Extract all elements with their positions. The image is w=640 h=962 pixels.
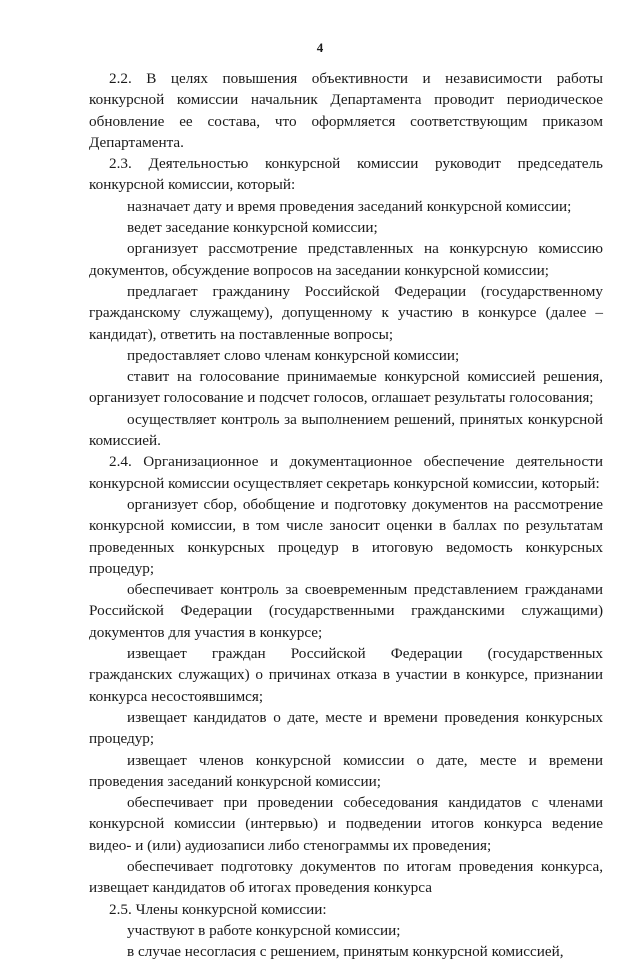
secretary-duty: извещает кандидатов о дате, месте и времени проведения конкурсных процедур; — [89, 708, 603, 748]
secretary-duty: извещает граждан Российской Федерации (государственных гражданских служащих) о причинах отказа в участии в конкурсе, признании конкурса несостоявшимся; — [89, 645, 603, 705]
secretary-duty: обеспечивает подготовку документов по итогам проведения конкурса, извещает кандидатов об итогах проведения конкурса — [89, 857, 603, 897]
secretary-duty: организует сбор, обобщение и подготовку документов на рассмотрение конкурсной комиссии, в том числе заносит оценки в баллах по результатам проведенных конкурсных процедур в итоговую ведомость конкурсных процедур; — [89, 495, 603, 577]
document-body — [89, 68, 603, 962]
member-duty: участвуют в работе конкурсной комиссии; — [127, 921, 401, 939]
secretary-duty: извещает членов конкурсной комиссии о дате, месте и времени проведения заседаний конкурсной комиссии; — [89, 751, 603, 790]
paragraph-2-3: 2.3. Деятельностью конкурсной комиссии руководит председатель конкурсной комиссии, который: — [89, 155, 603, 194]
chairman-duty: назначает дату и время проведения заседаний конкурсной комиссии; — [127, 197, 572, 215]
chairman-duty: предоставляет слово членам конкурсной комиссии; — [127, 346, 460, 364]
chairman-duty: осуществляет контроль за выполнением решений, принятых конкурсной комиссией. — [89, 410, 603, 450]
chairman-duty: ведет заседание конкурсной комиссии; — [127, 219, 378, 237]
paragraph-2-4: 2.4. Организационное и документационное обеспечение деятельности конкурсной комиссии осуществляет секретарь конкурсной комиссии, который: — [89, 453, 603, 492]
secretary-duty: обеспечивает контроль за своевременным представлением гражданами Российской Федерации (государственными гражданскими служащими) документов для участия в конкурсе; — [89, 581, 603, 641]
page-number: 4 — [316, 40, 324, 55]
paragraph-2-2: 2.2. В целях повышения объективности и независимости работы конкурсной комиссии начальник Департамента проводит периодическое обновление ее состава, что оформляется соответствующим приказом Департамента. — [89, 70, 603, 151]
member-duty: в случае несогласия с решением, принятым конкурсной комиссией, — [127, 943, 564, 961]
chairman-duty: предлагает гражданину Российской Федерации (государственному гражданскому служащему), допущенному к участию в конкурсе (далее – кандидат), ответить на поставленные вопросы; — [89, 282, 603, 343]
chairman-duty: организует рассмотрение представленных на конкурсную комиссию документов, обсуждение вопросов на заседании конкурсной комиссии; — [89, 240, 603, 279]
chairman-duty: ставит на голосование принимаемые конкурсной комиссией решения, организует голосование и подсчет голосов, оглашает результаты голосования; — [89, 368, 603, 407]
paragraph-2-5: 2.5. Члены конкурсной комиссии: — [109, 900, 327, 918]
secretary-duty: обеспечивает при проведении собеседования кандидатов с членами конкурсной комиссии (интервью) и подведении итогов конкурса ведение видео- и (или) аудиозаписи либо стенограммы их проведения; — [89, 794, 603, 854]
